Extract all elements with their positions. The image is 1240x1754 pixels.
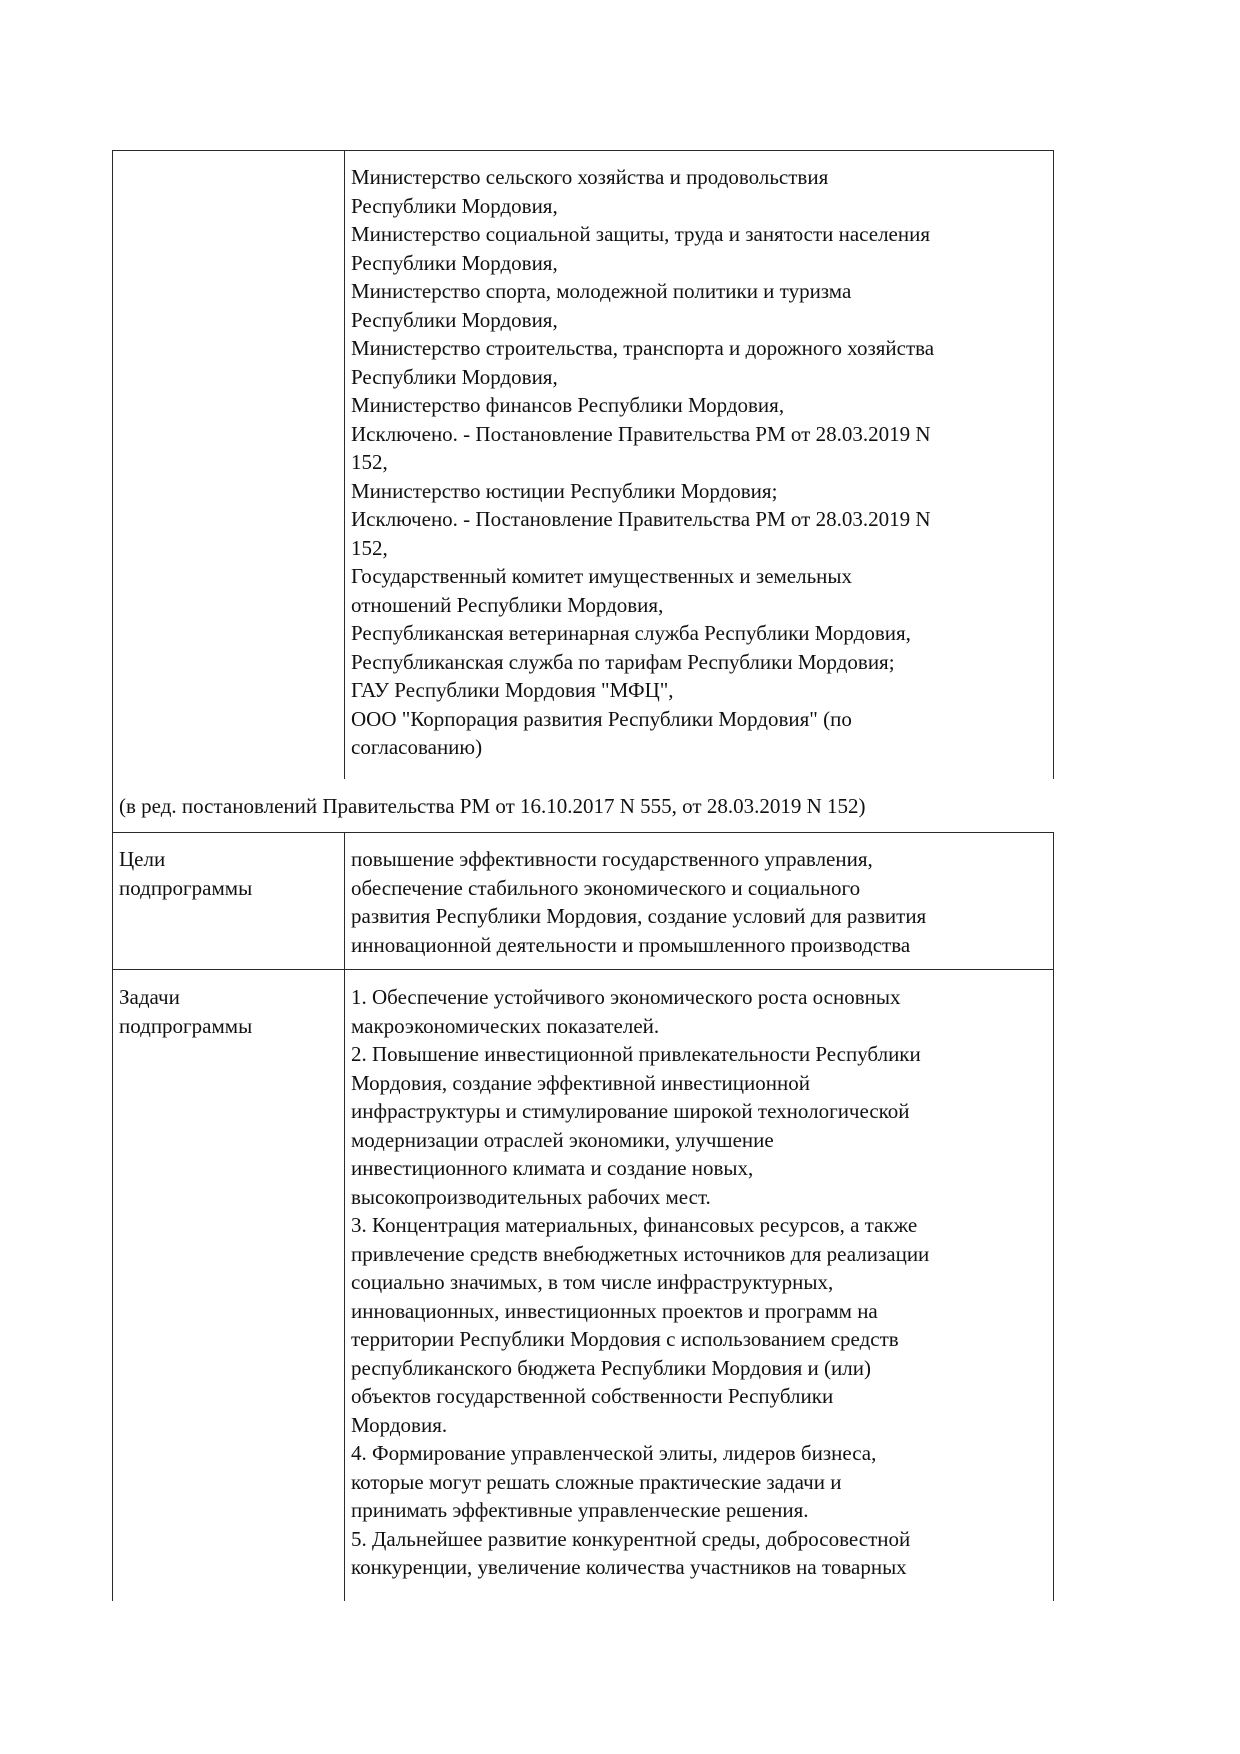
text-line: социально значимых, в том числе инфраструктурных, — [351, 1270, 834, 1294]
text-line: модернизации отраслей экономики, улучшение — [351, 1127, 774, 1152]
text-line: конкуренции, увеличение количества участников на товарных — [351, 1555, 907, 1579]
text-line: Министерство сельского хозяйства и продовольствия — [351, 165, 829, 189]
text-line: инфраструктуры и стимулирование широкой технологической — [351, 1099, 910, 1123]
text-line: 5. Дальнейшее развитие конкурентной среды, добросовестной — [351, 1526, 911, 1551]
agencies-label-cell — [113, 151, 345, 779]
text-line: развития Республики Мордовия, создание условий для развития — [351, 904, 927, 928]
text-line: Министерство юстиции Республики Мордовия; — [351, 478, 778, 503]
text-line: Государственный комитет имущественных и земельных — [351, 564, 853, 588]
text-line: объектов государственной собственности Республики — [351, 1384, 834, 1408]
agencies-row — [112, 150, 1054, 779]
text-line: Исключено. - Постановление Правительства РМ от 28.03.2019 N — [351, 421, 931, 446]
text-line: Республики Мордовия, — [351, 307, 558, 332]
text-line: 152, — [351, 535, 388, 560]
tasks-label-line: Задачи — [119, 985, 180, 1009]
text-line: отношений Республики Мордовия, — [351, 592, 664, 617]
text-line: повышение эффективности государственного управления, — [351, 847, 873, 871]
text-line: которые могут решать сложные практические задачи и — [351, 1469, 842, 1494]
text-line: Министерство спорта, молодежной политики и туризма — [351, 279, 852, 303]
text-line: 3. Концентрация материальных, финансовых ресурсов, а также — [351, 1213, 918, 1237]
edition-note-row — [112, 779, 1054, 832]
text-line: ООО "Корпорация развития Республики Мордовия" (по — [351, 706, 852, 731]
goals-label-cell — [113, 833, 345, 969]
tasks-label-cell — [113, 970, 345, 1601]
text-line: Республики Мордовия, — [351, 193, 558, 218]
text-line: согласованию) — [351, 735, 483, 759]
goals-row — [112, 832, 1054, 969]
text-line: Министерство социальной защиты, труда и занятости населения — [351, 222, 931, 246]
text-line: Министерство финансов Республики Мордовия, — [351, 393, 785, 417]
text-line: территории Республики Мордовия с использованием средств — [351, 1327, 899, 1351]
goals-label-line: Цели — [119, 847, 166, 871]
agencies-content-cell — [345, 151, 1053, 779]
text-line: 152, — [351, 450, 388, 474]
text-line: Республики Мордовия, — [351, 364, 558, 389]
text-line: макроэкономических показателей. — [351, 1013, 660, 1038]
edition-note: (в ред. постановлений Правительства РМ от 16.10.2017 N 555, от 28.03.2019 N 152) — [119, 794, 866, 818]
text-line: Мордовия, создание эффективной инвестиционной — [351, 1070, 810, 1095]
text-line: 4. Формирование управленческой элиты, лидеров бизнеса, — [351, 1441, 877, 1465]
goals-label-line: подпрограммы — [119, 875, 253, 900]
text-line: обеспечение стабильного экономического и социального — [351, 875, 861, 900]
text-line: республиканского бюджета Республики Мордовия и (или) — [351, 1355, 871, 1380]
text-line: 2. Повышение инвестиционной привлекательности Республики — [351, 1042, 921, 1066]
text-line: Республиканская ветеринарная служба Республики Мордовия, — [351, 621, 911, 645]
text-line: Исключено. - Постановление Правительства РМ от 28.03.2019 N — [351, 507, 931, 531]
text-line: инвестиционного климата и создание новых, — [351, 1156, 754, 1180]
text-line: Республики Мордовия, — [351, 250, 558, 275]
text-line: инновационных, инвестиционных проектов и программ на — [351, 1298, 878, 1323]
text-line: Министерство строительства, транспорта и дорожного хозяйства — [351, 336, 935, 360]
tasks-content-cell — [345, 970, 1053, 1601]
text-line: Республиканская служба по тарифам Республики Мордовия; — [351, 649, 895, 674]
text-line: принимать эффективные управленческие решения. — [351, 1498, 809, 1522]
text-line: Мордовия. — [351, 1412, 448, 1437]
text-line: ГАУ Республики Мордовия "МФЦ", — [351, 678, 674, 702]
tasks-label-line: подпрограммы — [119, 1013, 253, 1038]
tasks-row — [112, 969, 1054, 1601]
program-table — [112, 150, 1054, 1601]
text-line: инновационной деятельности и промышленного производства — [351, 932, 911, 957]
text-line: привлечение средств внебюджетных источников для реализации — [351, 1241, 930, 1266]
text-line: 1. Обеспечение устойчивого экономического роста основных — [351, 985, 901, 1009]
goals-content-cell — [345, 833, 1053, 969]
text-line: высокопроизводительных рабочих мест. — [351, 1184, 711, 1209]
